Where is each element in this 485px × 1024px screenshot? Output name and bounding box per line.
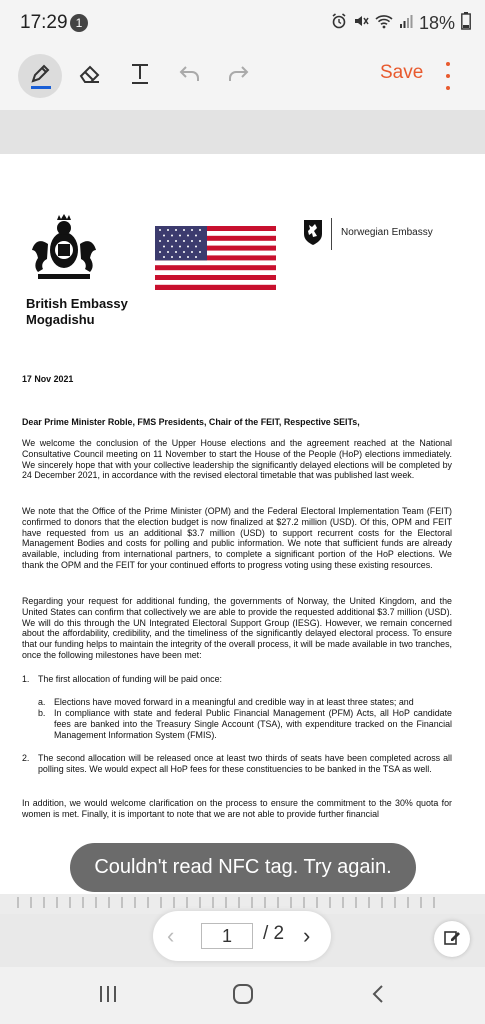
letter-paragraph-1: We welcome the conclusion of the Upper House elections and the agreement reached at the National Consultative Council meeting on 11 November to start the House of the People (HoP) elections immediately. We sincerely hope that with your collective leadership the significantly delayed elections will be completed by 24 December 2021, in accordance with the revised electoral timetable that was published last week. bbox=[22, 438, 452, 481]
document-page bbox=[0, 154, 485, 894]
battery-icon bbox=[461, 12, 471, 35]
status-time: 17:29 bbox=[20, 12, 68, 33]
notification-count-badge: 1 bbox=[70, 14, 88, 32]
nfc-toast: Couldn't read NFC tag. Try again. bbox=[70, 843, 416, 892]
home-icon bbox=[232, 983, 254, 1010]
recent-apps-button[interactable] bbox=[88, 981, 128, 1011]
alarm-icon bbox=[331, 13, 347, 34]
british-embassy-heading bbox=[26, 296, 128, 328]
list-item-2: The second allocation will be released once at least two thirds of seats have been completed across all polling sites. We would expect all HoP fees for these constituencies to be banked in the TSA as well. bbox=[38, 753, 452, 774]
letter-paragraph-3: Regarding your request for additional funding, the governments of Norway, the United Kingdom, and the United States can confirm that collectively we are able to provide the requested additional $3.7 million (USD). We will do this through the UN Integrated Electoral Support Group (IESG). However, we remain concerned about the affordability, credibility, and the timeliness of the significantly delayed electoral process. To ensure that our funding helps to maintain the integrity of the overall process, it will be made available in two tranches, once the following milestones have been met: bbox=[22, 596, 452, 660]
pen-tool-button[interactable] bbox=[18, 54, 62, 98]
redo-button[interactable] bbox=[216, 54, 260, 98]
us-flag-logo bbox=[155, 226, 276, 290]
more-options-icon[interactable] bbox=[438, 62, 458, 90]
next-page-icon[interactable]: › bbox=[303, 923, 311, 948]
undo-button[interactable] bbox=[168, 54, 212, 98]
signal-icon bbox=[399, 13, 413, 34]
sub-item-a: Elections have moved forward in a meaningful and credible way in at least three states; and bbox=[54, 697, 414, 707]
norwegian-embassy-label: Norwegian Embassy bbox=[341, 227, 433, 238]
letter-salutation: Dear Prime Minister Roble, FMS Presidents, Chair of the FEIT, Respective SEITs, bbox=[22, 417, 360, 427]
norway-lion-logo bbox=[302, 218, 324, 251]
page-gutter bbox=[0, 110, 485, 154]
battery-percent: 18% bbox=[418, 13, 455, 33]
letter-date: 17 Nov 2021 bbox=[22, 374, 74, 384]
undo-icon bbox=[179, 64, 201, 89]
sub-item-b: In compliance with state and federal Public Financial Management (PFM) Acts, all HoP candidate fees are banked into the Treasury Single Account (TSA), with expenditure tracked on the Financial Management Information System (FMIS). bbox=[54, 708, 452, 740]
letter-paragraph-4: In addition, we would welcome clarification on the process to ensure the commitment to the 30% quota for women is met. Finally, it is important to note that we are not able to provide further financial bbox=[22, 798, 452, 819]
current-page-input[interactable]: 1 bbox=[201, 923, 253, 949]
previous-page-icon[interactable]: ‹ bbox=[167, 923, 175, 948]
status-bar bbox=[0, 0, 485, 46]
save-button[interactable]: Save bbox=[380, 62, 424, 83]
text-tool-button[interactable] bbox=[118, 54, 162, 98]
recent-apps-icon bbox=[98, 985, 118, 1008]
royal-coat-of-arms-logo bbox=[24, 214, 104, 284]
list-item-2-number: 2. bbox=[22, 753, 30, 763]
british-embassy-line2: Mogadishu bbox=[26, 312, 95, 327]
active-tool-indicator bbox=[31, 86, 51, 89]
mute-icon bbox=[353, 13, 369, 34]
wifi-icon bbox=[375, 13, 393, 34]
list-item-1: The first allocation of funding will be paid once: bbox=[38, 674, 223, 684]
edit-note-icon bbox=[443, 928, 461, 951]
redo-icon bbox=[227, 64, 249, 89]
letter-paragraph-2: We note that the Office of the Prime Minister (OPM) and the Federal Electoral Implementation Team (FEIT) confirmed to donors that the election budget is now finalized at $27.2 million (USD). Of this, OPM and FEIT have requested from us an additional $3.7 million (USD) to support recurrent costs for the Electoral Management Bodies and costs for polling and public information. We note that sufficient funds are already available, including from international partners, to complete a significant portion of the HoP elections. We thank the OPM and the FEIT for your continued efforts to progress voting using these existing resources. bbox=[22, 506, 452, 570]
total-pages-label: / 2 bbox=[263, 923, 285, 944]
sub-item-b-label: b. bbox=[38, 708, 46, 718]
home-button[interactable] bbox=[223, 981, 263, 1011]
list-item-1-number: 1. bbox=[22, 674, 30, 684]
eraser-icon bbox=[78, 63, 102, 90]
system-navigation-bar bbox=[0, 967, 485, 1024]
back-button[interactable] bbox=[358, 981, 398, 1011]
sub-item-a-label: a. bbox=[38, 697, 46, 707]
eraser-tool-button[interactable] bbox=[68, 54, 112, 98]
logo-divider bbox=[331, 218, 332, 250]
edit-document-button[interactable] bbox=[434, 921, 470, 957]
text-format-icon bbox=[129, 62, 151, 91]
status-icons bbox=[331, 12, 471, 35]
page-navigator bbox=[153, 911, 331, 961]
british-embassy-line1: British Embassy bbox=[26, 296, 128, 311]
back-icon bbox=[371, 984, 385, 1009]
